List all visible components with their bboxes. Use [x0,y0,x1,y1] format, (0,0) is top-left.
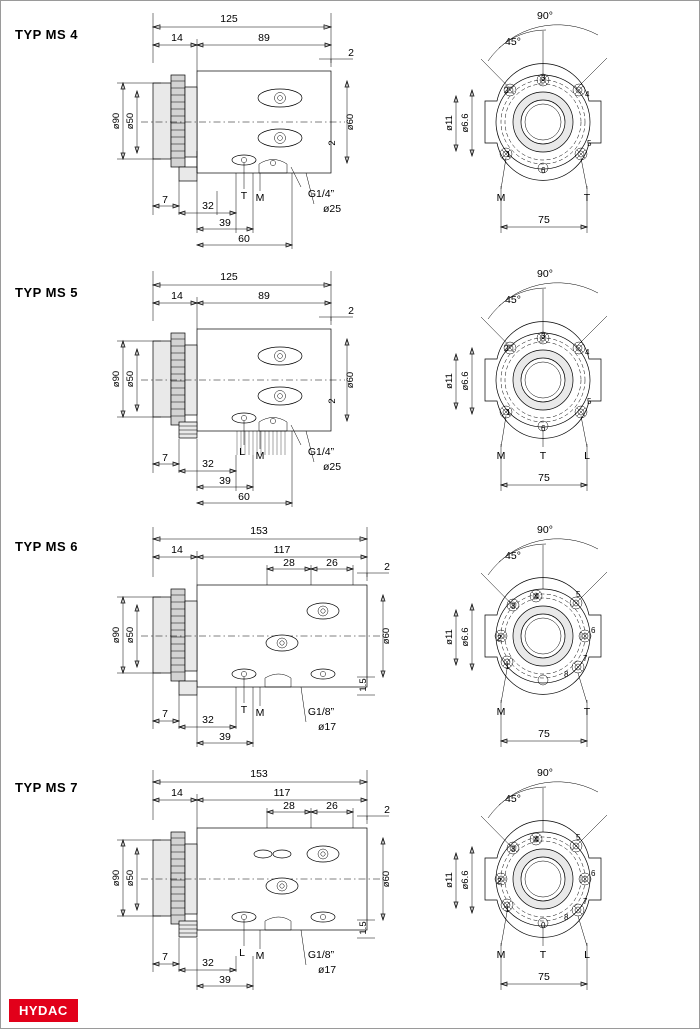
end-port-T: T [583,706,591,718]
hole-4: 4 [534,835,539,844]
port-G14: G1/4” [307,446,335,458]
dim-d90: ø90 [111,370,122,388]
dim-d11: ø11 [444,629,455,645]
dim-d66: ø6.6 [460,371,471,391]
type-label-ms4: TYP MS 4 [15,27,79,42]
dim-2-top: 2 [384,561,390,573]
angle-45: 45° [505,550,521,562]
ms6-drawing [1,517,700,772]
end-port-T: T [539,949,547,961]
hole-0: 0 [541,921,546,930]
dim-2-top: 2 [348,47,354,59]
dim-d66: ø6.6 [460,627,471,647]
port-M: M [255,950,265,962]
drawing-block-ms6 [1,517,700,772]
hole-4: 4 [585,348,590,357]
dim-d25: ø25 [322,203,342,215]
dim-28: 28 [283,800,295,812]
hole-7: 7 [583,654,588,663]
dim-39: 39 [219,475,231,487]
type-label-ms6: TYP MS 6 [15,539,79,554]
hole-5: 5 [576,590,581,599]
port-G18: G1/8” [307,949,335,961]
dim-39: 39 [219,974,231,986]
dim-d50: ø50 [125,112,136,130]
hole-6: 6 [541,166,546,175]
dim-d60: ø60 [345,113,356,131]
port-G14: G1/4” [307,188,335,200]
dim-75: 75 [538,728,550,740]
dim-39: 39 [219,217,231,229]
end-port-L: L [584,450,590,462]
hole-8: 8 [564,670,569,679]
hole-2: 2 [504,86,509,95]
port-G18: G1/8” [307,706,335,718]
hydac-logo-text: HYDAC [9,999,78,1022]
hole-4: 4 [534,592,539,601]
dim-153: 153 [250,525,268,537]
dim-2-right: 2 [327,140,338,146]
dim-39: 39 [219,731,231,743]
dim-75: 75 [538,971,550,983]
end-port-L: L [584,949,590,961]
ms7-drawing [1,766,700,1016]
type-label-ms7: TYP MS 7 [15,780,79,795]
dim-d66: ø6.6 [460,113,471,133]
dim-d11: ø11 [444,373,455,389]
hole-1: 1 [505,662,510,671]
dim-d60: ø60 [381,627,392,645]
dim-89: 89 [258,290,270,302]
angle-45: 45° [505,36,521,48]
dim-d50: ø50 [125,869,136,887]
dim-d60: ø60 [381,870,392,888]
dim-d11: ø11 [444,872,455,888]
hole-6: 6 [541,424,546,433]
dim-14: 14 [171,787,183,799]
dim-125: 125 [220,13,238,25]
dim-d11: ø11 [444,115,455,131]
angle-90: 90° [537,10,553,22]
port-M: M [255,192,265,204]
dim-75: 75 [538,472,550,484]
dim-14: 14 [171,290,183,302]
ms7-end-view [444,767,607,990]
dim-26: 26 [326,800,338,812]
port-T: T [240,190,248,202]
dim-d66: ø6.6 [460,870,471,890]
dim-153: 153 [250,768,268,780]
dim-d90: ø90 [111,112,122,130]
port-L: L [239,947,245,959]
port-L: L [239,446,245,458]
hole-6: 6 [591,626,596,635]
dim-32: 32 [202,458,214,470]
angle-90: 90° [537,268,553,280]
hole-7: 7 [583,897,588,906]
drawing-block-ms4 [1,1,700,259]
dim-d90: ø90 [111,626,122,644]
port-M: M [255,707,265,719]
end-port-M: M [496,450,506,462]
dim-d50: ø50 [125,370,136,388]
drawing-block-ms5 [1,259,700,517]
dim-125: 125 [220,271,238,283]
end-port-M: M [496,706,506,718]
port-M: M [255,450,265,462]
angle-45: 45° [505,294,521,306]
dim-7: 7 [162,951,168,963]
end-port-T: T [583,192,591,204]
dim-60: 60 [238,491,250,503]
dim-d25: ø25 [322,461,342,473]
hole-1: 1 [506,408,511,417]
dim-d17: ø17 [317,964,337,976]
hydac-logo [9,999,78,1022]
hole-3: 3 [511,845,516,854]
dim-7: 7 [162,708,168,720]
hole-5: 5 [587,139,592,148]
hole-1: 1 [506,150,511,159]
dim-32: 32 [202,957,214,969]
dim-7: 7 [162,194,168,206]
end-port-M: M [496,949,506,961]
dim-2-top: 2 [348,305,354,317]
ms5-end-view [444,268,607,491]
angle-90: 90° [537,524,553,536]
hole-6: 6 [591,869,596,878]
hole-1: 1 [505,905,510,914]
port-T: T [240,704,248,716]
angle-45: 45° [505,793,521,805]
dim-d50: ø50 [125,626,136,644]
hole-4: 4 [585,90,590,99]
dim-2-right: 2 [327,398,338,404]
dim-d17: ø17 [317,721,337,733]
dim-89: 89 [258,32,270,44]
ms6-end-view [444,524,607,747]
dim-15-right: 1.5 [358,678,369,692]
hole-2: 2 [497,877,502,886]
end-port-M: M [496,192,506,204]
dim-117: 117 [273,787,291,799]
ms5-drawing [1,259,700,517]
hole-3: 3 [541,332,546,341]
dim-60: 60 [238,233,250,245]
angle-90: 90° [537,767,553,779]
ms4-end-view [444,10,607,233]
dim-2-top: 2 [384,804,390,816]
hole-3: 3 [541,74,546,83]
end-port-T: T [539,450,547,462]
dim-32: 32 [202,200,214,212]
drawing-block-ms7 [1,766,700,1016]
hole-5: 5 [576,833,581,842]
hole-2: 2 [497,634,502,643]
dim-7: 7 [162,452,168,464]
dim-d60: ø60 [345,371,356,389]
hole-3: 3 [511,602,516,611]
ms4-drawing [1,1,700,259]
dim-15-right: 1.5 [358,921,369,935]
dim-32: 32 [202,714,214,726]
dim-14: 14 [171,32,183,44]
dim-26: 26 [326,557,338,569]
hole-8: 8 [564,913,569,922]
hole-2: 2 [504,344,509,353]
dim-28: 28 [283,557,295,569]
dim-117: 117 [273,544,291,556]
hole-5: 5 [587,397,592,406]
dim-75: 75 [538,214,550,226]
dim-14: 14 [171,544,183,556]
dim-d90: ø90 [111,869,122,887]
type-label-ms5: TYP MS 5 [15,285,79,300]
